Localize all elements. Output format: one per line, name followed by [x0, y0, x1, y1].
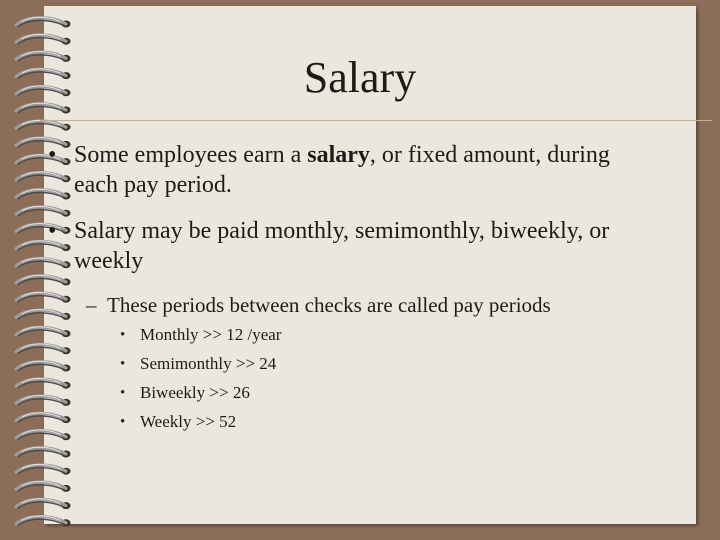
spiral-coil [16, 120, 71, 130]
period-item-text: Biweekly >> 26 [140, 383, 250, 402]
spiral-coil [16, 275, 71, 285]
period-item-marker: • [120, 327, 126, 343]
spiral-coil [16, 516, 71, 526]
period-item-text: Monthly >> 12 /year [140, 325, 282, 344]
spiral-coil [16, 464, 71, 474]
bullet-1-keyword-salary: salary [307, 142, 370, 168]
sub-bullet [86, 291, 666, 319]
spiral-coil [16, 447, 71, 457]
spiral-coil [16, 292, 71, 302]
bullet-1-text-part-3: , or fixed amount, during each pay period. [74, 142, 610, 198]
spiral-coil [16, 396, 71, 406]
spiral-coil [16, 344, 71, 354]
period-item-marker: • [120, 414, 126, 430]
period-item-text: Semimonthly >> 24 [140, 354, 277, 373]
period-item-biweekly [120, 382, 420, 404]
period-item-semimonthly [120, 353, 420, 375]
sub-bullet-text: These periods between checks are called pay periods [107, 293, 551, 317]
bullet-1 [48, 140, 648, 200]
spiral-coil [16, 413, 71, 423]
spiral-coil [16, 499, 71, 509]
spiral-coil [16, 361, 71, 371]
spiral-coil [16, 378, 71, 388]
slide-title: Salary [303, 53, 417, 102]
spiral-coil [16, 327, 71, 337]
spiral-coil [16, 34, 71, 44]
bullet-1-text-part-1: Some employees earn a [74, 142, 308, 168]
spiral-coil [16, 103, 71, 113]
bullet-2-text: Salary may be paid monthly, semimonthly, biweekly, or weekly [74, 218, 610, 274]
period-item-marker: • [120, 385, 126, 401]
bullet-2 [48, 216, 648, 276]
period-item-text: Weekly >> 52 [140, 412, 237, 431]
period-item-marker: • [120, 356, 126, 372]
title-divider [40, 120, 712, 121]
bullet-1-marker: • [48, 142, 57, 168]
spiral-coil [16, 482, 71, 492]
period-item-weekly [120, 411, 420, 433]
spiral-coil [16, 430, 71, 440]
bullet-1-text [74, 140, 648, 200]
spiral-coil [16, 17, 71, 27]
sub-bullet-marker: – [86, 293, 97, 317]
spiral-coil [16, 310, 71, 320]
bullet-2-marker: • [48, 218, 57, 244]
period-item-monthly [120, 324, 420, 346]
